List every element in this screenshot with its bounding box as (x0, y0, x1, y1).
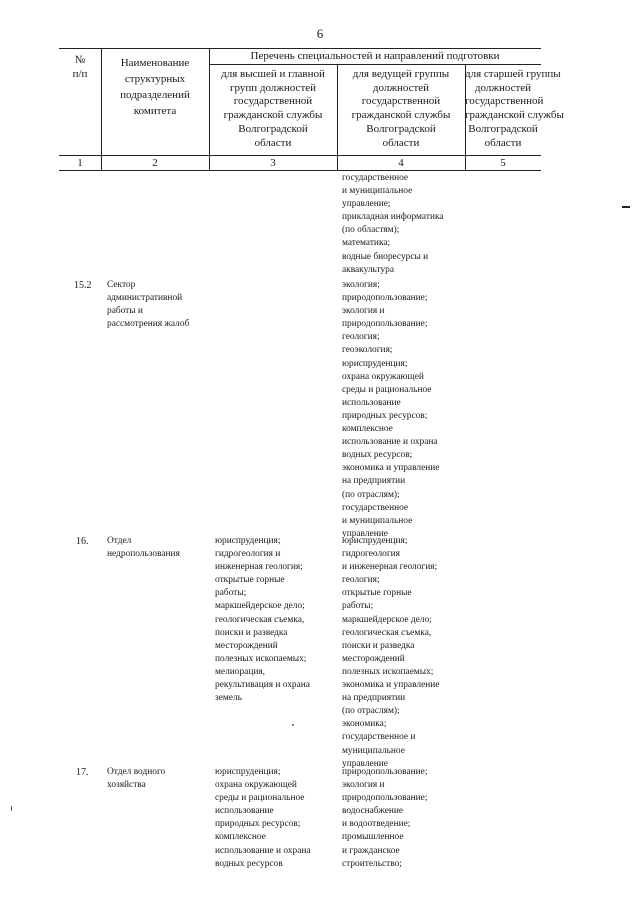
header-col-3: для высшей и главной групп должностей государственной гражданской службы Волгоградской области (221, 68, 325, 149)
column-number-4: 4 (398, 157, 404, 169)
column-number-2: 2 (152, 157, 158, 169)
scan-speck (11, 806, 12, 811)
margin-mark (622, 206, 630, 208)
header-col-5: для старшей группы должностей государственной гражданской службы Волгоградской области (465, 68, 564, 149)
table-row-15-2-name: Сектор административной работы и рассмотрения жалоб (107, 280, 190, 330)
table-row-17-col3: юриспруденция; охрана окружающей среды и рациональное использование природных ресурсов; комплексное использование и охрана водных ресурсов (215, 767, 311, 869)
table-row-16-name: Отдел недропользования (107, 536, 180, 560)
table-row-17-num: 17. (76, 767, 89, 778)
header-col-group-title: Перечень специальностей и направлений подготовки (250, 50, 500, 62)
table-row-16-col3: юриспруденция; гидрогеология и инженерная геология; открытые горные работы; маркшейдерское дело; геологическая съемка, поиски и разведка месторождений полезных ископаемых; мелиорация, рекультивация и охрана земель (215, 536, 310, 704)
column-number-1: 1 (77, 157, 83, 169)
page-number: 6 (316, 26, 324, 41)
header-col-num: № п/п (72, 54, 88, 80)
header-col-4: для ведущей группы должностей государственной гражданской службы Волгоградской области (351, 68, 451, 149)
column-number-3: 3 (270, 157, 276, 169)
header-col-name: Наименование структурных подразделений комитета (120, 57, 190, 117)
column-number-5: 5 (500, 157, 506, 169)
table-row-17-name: Отдел водного хозяйства (107, 767, 166, 791)
table-row-continuation-col4: государственное и муниципальное управление; прикладная информатика (по областям); математика; водные биоресурсы и аквакультура (342, 173, 444, 275)
table-row-15-2-num: 15.2 (74, 280, 92, 291)
header-sub-rule (209, 64, 541, 65)
column-number-bottom-rule (59, 170, 541, 171)
table-row-16-col4: юриспруденция; гидрогеология и инженерная геология; геология; открытые горные работы; маркшейдерское дело; геологическая съемка, поиски и разведка месторождений полезных ископаемых; экономика и управление на предприятии (по отраслям); экономика; государственное и муниципальное управление (342, 536, 440, 769)
scan-speck (292, 724, 294, 726)
table-row-17-col4: природопользование; экология и природопользование; водоснабжение и водоотведение; промышленное и гражданское строительство; (342, 767, 428, 869)
table-row-15-2-col4: экология; природопользование; экология и природопользование; геология; геоэкология; юриспруденция; охрана окружающей среды и рациональное использование природных ресурсов; комплексное использование и охрана водных ресурсов; экономика и управление на предприятии (по отраслям); государственное и муниципальное управление (342, 280, 440, 539)
table-row-16-num: 16. (76, 536, 89, 547)
